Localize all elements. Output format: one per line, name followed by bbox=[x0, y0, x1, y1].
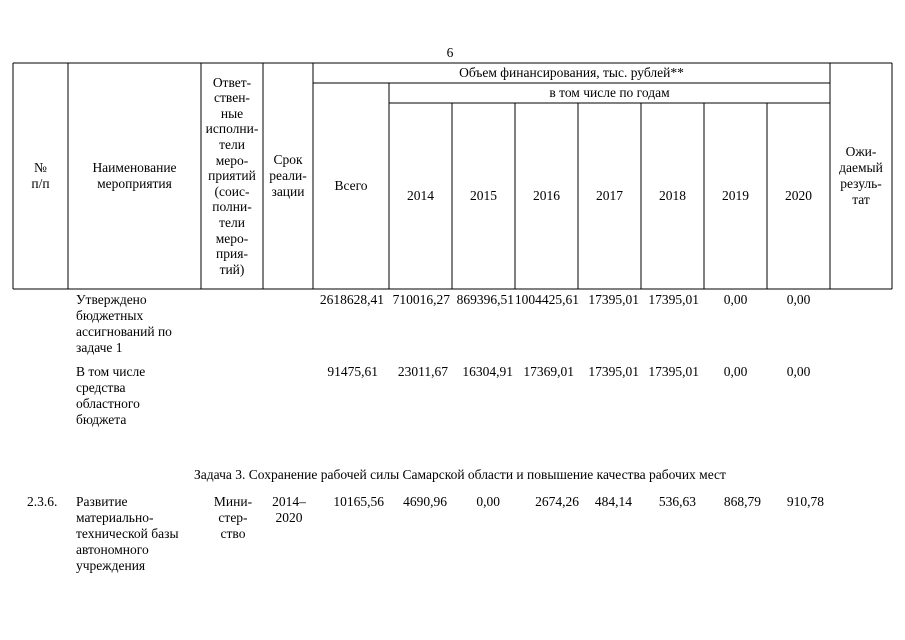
header-term: Срок реали- зации bbox=[269, 152, 307, 199]
item-term: 2014– 2020 bbox=[272, 494, 306, 525]
header-name: Наименование мероприятия bbox=[92, 160, 177, 191]
row-approved-total: 2618628,41 bbox=[319, 292, 384, 307]
header-result: Ожи- даемый резуль- тат bbox=[839, 144, 883, 207]
header-year: 2018 bbox=[659, 188, 686, 203]
row-regional-value: 0,00 bbox=[786, 364, 811, 379]
row-approved-value: 1004425,61 bbox=[514, 292, 579, 307]
item-responsible: Мини- стер- ство bbox=[213, 494, 253, 541]
row-approved-value: 0,00 bbox=[723, 292, 748, 307]
page-number: 6 bbox=[446, 45, 454, 60]
row-regional-value: 23011,67 bbox=[397, 364, 448, 379]
header-funding: Объем финансирования, тыс. рублей** bbox=[459, 65, 684, 80]
header-year: 2015 bbox=[470, 188, 497, 203]
item-value: 4690,96 bbox=[403, 494, 447, 509]
item-value: 910,78 bbox=[786, 494, 824, 509]
row-approved-value: 869396,51 bbox=[456, 292, 514, 307]
row-regional-label: В том числе средства областного бюджета bbox=[76, 364, 146, 427]
row-regional-value: 17395,01 bbox=[588, 364, 639, 379]
header-year: 2019 bbox=[722, 188, 749, 203]
row-approved-value: 17395,01 bbox=[648, 292, 699, 307]
header-year: 2017 bbox=[596, 188, 623, 203]
item-value: 2674,26 bbox=[535, 494, 579, 509]
item-value: 536,63 bbox=[658, 494, 696, 509]
item-value: 868,79 bbox=[723, 494, 761, 509]
row-approved-label: Утверждено бюджетных ассигнований по задаче 1 bbox=[76, 292, 172, 355]
row-approved-value: 710016,27 bbox=[392, 292, 450, 307]
header-total: Всего bbox=[334, 178, 368, 193]
header-year: 2020 bbox=[785, 188, 812, 203]
task3-title: Задача 3. Сохранение рабочей силы Самарской области и повышение качества рабочих мест bbox=[194, 467, 726, 482]
header-responsible: Ответ- ствен- ные исполни- тели меро- приятий (соис- полни- тели меро- прия- тий) bbox=[205, 74, 259, 277]
item-name: Развитие материально- технической базы автономного учреждения bbox=[76, 494, 179, 573]
row-regional-value: 17395,01 bbox=[648, 364, 699, 379]
item-value: 0,00 bbox=[476, 494, 500, 509]
row-approved-value: 0,00 bbox=[786, 292, 811, 307]
row-regional-total: 91475,61 bbox=[327, 364, 378, 379]
item-total: 10165,56 bbox=[333, 494, 384, 509]
row-regional-value: 16304,91 bbox=[462, 364, 513, 379]
header-num: № п/п bbox=[31, 160, 50, 191]
item-number: 2.3.6. bbox=[27, 494, 58, 509]
header-by-years: в том числе по годам bbox=[549, 85, 670, 100]
item-value: 484,14 bbox=[594, 494, 632, 509]
header-year: 2016 bbox=[533, 188, 560, 203]
row-regional-value: 0,00 bbox=[723, 364, 748, 379]
row-regional-value: 17369,01 bbox=[523, 364, 574, 379]
header-year: 2014 bbox=[407, 188, 434, 203]
row-approved-value: 17395,01 bbox=[588, 292, 639, 307]
